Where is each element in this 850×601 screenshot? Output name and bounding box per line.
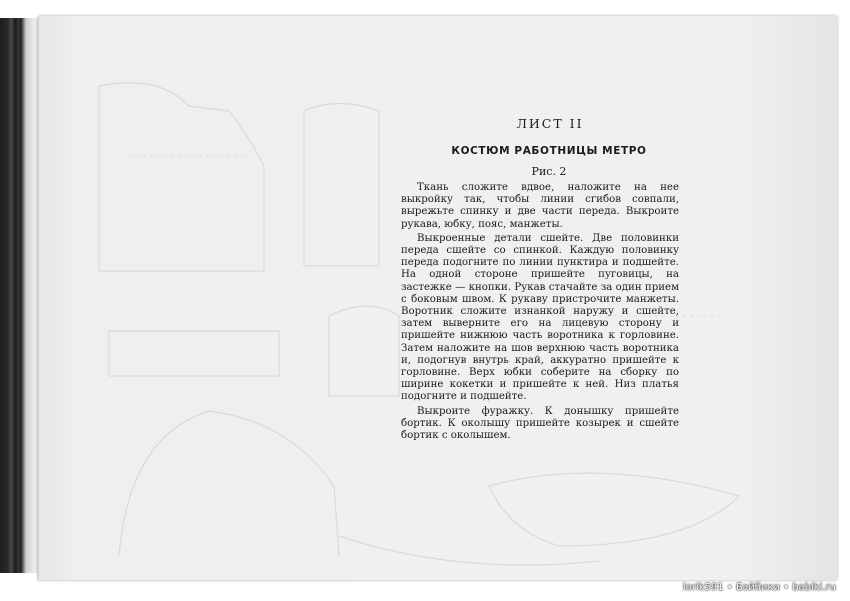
page-title: КОСТЮМ РАБОТНИЦЫ МЕТРО [451, 145, 647, 157]
paragraph-sewing: Выкроенные детали сшейте. Две половинки переда сшейте со спинкой. Каждую половинку переда подогните по линии пунктира и подшейте. На одной стороне пришейте пуговицы, на застежке — кнопки. Рукав стачайте за один прием с боковым швом. К рукаву пристрочите манжеты. Воротник сложите изнанкой наружу и сшейте, затем выверните его на лицевую сторону и пришейте нижнюю часть воротника к горловине. Затем наложите на шов верхнюю часть воротника и, подогнув внутрь край, аккуратно пришейте к горловине. Верх юбки соберите на сборку по ширине кокетки и пришейте к ней. Низ платья подогните и подшейте. [401, 232, 679, 403]
ghost-bodice-right [304, 104, 379, 267]
paragraph-cap: Выкроите фуражку. К донышку пришейте бортик. К околышу пришейте козырек и сшейте бортик с околышем. [401, 405, 679, 442]
book-page [38, 16, 837, 580]
ghost-bodice-left [99, 83, 264, 271]
figure-label: Рис. 2 [531, 165, 567, 178]
watermark-text: lorik591 • Бэйбики • babiki.ru [682, 582, 836, 593]
ghost-cap-crown [119, 411, 339, 556]
ghost-curve-bottom [339, 536, 599, 565]
text-column [401, 114, 679, 442]
ghost-collar-strip [109, 331, 279, 376]
ghost-brim [489, 473, 739, 546]
sheet-label: ЛИСТ II [516, 116, 584, 131]
ghost-sleeve [329, 306, 399, 396]
paragraph-cutting: Ткань сложите вдвое, наложите на нее выкройку так, чтобы линии сгибов совпали, вырежьте спинку и две части переда. Выкроите рукава, юбку, пояс, манжеты. [401, 182, 679, 230]
